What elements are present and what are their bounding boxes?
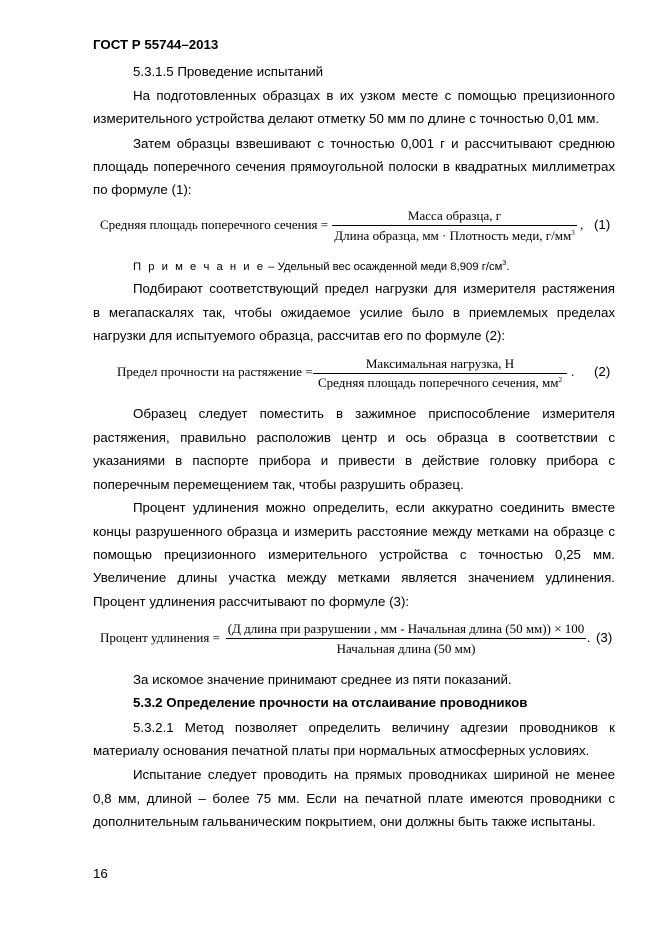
paragraph-line: Процент удлинения рассчитывают по формуле (3):	[93, 594, 410, 609]
formula-3-number: (3)	[596, 630, 613, 645]
paragraph-line: 5.3.2.1 Метод позволяет определить величину адгезии проводников к	[133, 720, 615, 735]
formula-3-trailer: .	[587, 630, 591, 645]
document-header: ГОСТ Р 55744–2013	[93, 37, 219, 52]
paragraph-line: дополнительным гальваническим покрытием, они должны быть также испытаны.	[93, 814, 596, 829]
section-heading-5-3-2: 5.3.2 Определение прочности на отслаивание проводников	[133, 695, 528, 710]
paragraph-line: нагрузки для испытуемого образца, рассчитав его по формуле (2):	[93, 328, 506, 343]
fraction-bar	[332, 225, 577, 226]
paragraph-line: по формуле (1):	[93, 182, 192, 197]
note-label: П р и м е ч а н и е	[133, 261, 266, 273]
note: П р и м е ч а н и е – Удельный вес осажденной меди 8,909 $г/см^3$.	[133, 260, 510, 273]
paragraph-line: Затем образцы взвешивают с точностью 0,001 г и рассчитывают среднюю	[133, 136, 615, 151]
formula-3-denominator: Начальная длина (50 мм)	[336, 641, 476, 656]
formula-1-lhs: Средняя площадь поперечного сечения =	[100, 217, 329, 232]
paragraph-line: помощью прецизионного измерительного устройства с точностью 0,25 мм.	[93, 547, 615, 562]
paragraph-line: Образец следует поместить в зажимное приспособление измерителя	[133, 406, 615, 421]
paragraph-line: За искомое значение принимают среднее из пяти показаний.	[133, 672, 512, 687]
formula-1-denominator: Длина образца, мм · Плотность меди, $г/мм^3$	[334, 228, 575, 243]
formula-3-lhs: Процент удлинения =	[100, 630, 220, 645]
formula-2-numerator: Максимальная нагрузка, Н	[365, 356, 515, 371]
paragraph-line: 0,8 мм, длиной – более 75 мм. Если на печатной плате имеются проводники с	[93, 791, 615, 806]
paragraph-line: в мегапаскалях так, чтобы ожидаемое усилие было в приемлемых пределах	[93, 305, 615, 320]
paragraph-line: Подбирают соответствующий предел нагрузки для измерителя растяжения	[133, 281, 615, 296]
formula-2-lhs: Предел прочности на растяжение =	[117, 364, 313, 379]
paragraph-line: материалу основания печатной платы при нормальных атмосферных условиях.	[93, 743, 590, 758]
formula-2-trailer: .	[571, 364, 575, 379]
paragraph-line: площадь поперечного сечения прямоугольной полоски в квадратных миллиметрах	[93, 159, 615, 174]
formula-1-trailer: ,	[580, 217, 584, 232]
paragraph-line: Увеличение длины участка между метками является значением удлинения.	[93, 570, 615, 585]
paragraph-line: На подготовленных образцах в их узком месте с помощью прецизионного	[133, 88, 615, 103]
formula-2-denominator: Средняя площадь поперечного сечения, $мм^2$	[318, 375, 562, 390]
paragraph-line: концы разрушенного образца и измерить расстояние между метками на образце с	[93, 524, 615, 539]
paragraph-line: растяжения, правильно расположив центр и ось образца в соответствии с	[93, 430, 615, 445]
paragraph-line: поперечным перемещением так, чтобы разрушить образец.	[93, 477, 464, 492]
section-heading-5-3-1-5: 5.3.1.5 Проведение испытаний	[133, 64, 324, 79]
formula-1-numerator: Масса образца, г	[407, 208, 502, 223]
paragraph-line: измерительного устройства делают отметку 50 мм по длине с точностью 0,01 мм.	[93, 111, 600, 126]
fraction-bar	[313, 373, 567, 374]
paragraph-line: Процент удлинения можно определить, если аккуратно соединить вместе	[133, 500, 615, 515]
formula-3-numerator: (Д длина при разрушении , мм - Начальная длина (50 мм)) × 100	[227, 621, 585, 636]
fraction-bar	[226, 638, 586, 639]
formula-2-number: (2)	[594, 364, 611, 379]
page-number: 16	[93, 866, 108, 881]
paragraph-line: указаниями в паспорте прибора и привести в действие головку прибора с	[93, 453, 615, 468]
paragraph-line: Испытание следует проводить на прямых проводниках шириной не менее	[133, 767, 615, 782]
formula-1-number: (1)	[594, 217, 611, 232]
